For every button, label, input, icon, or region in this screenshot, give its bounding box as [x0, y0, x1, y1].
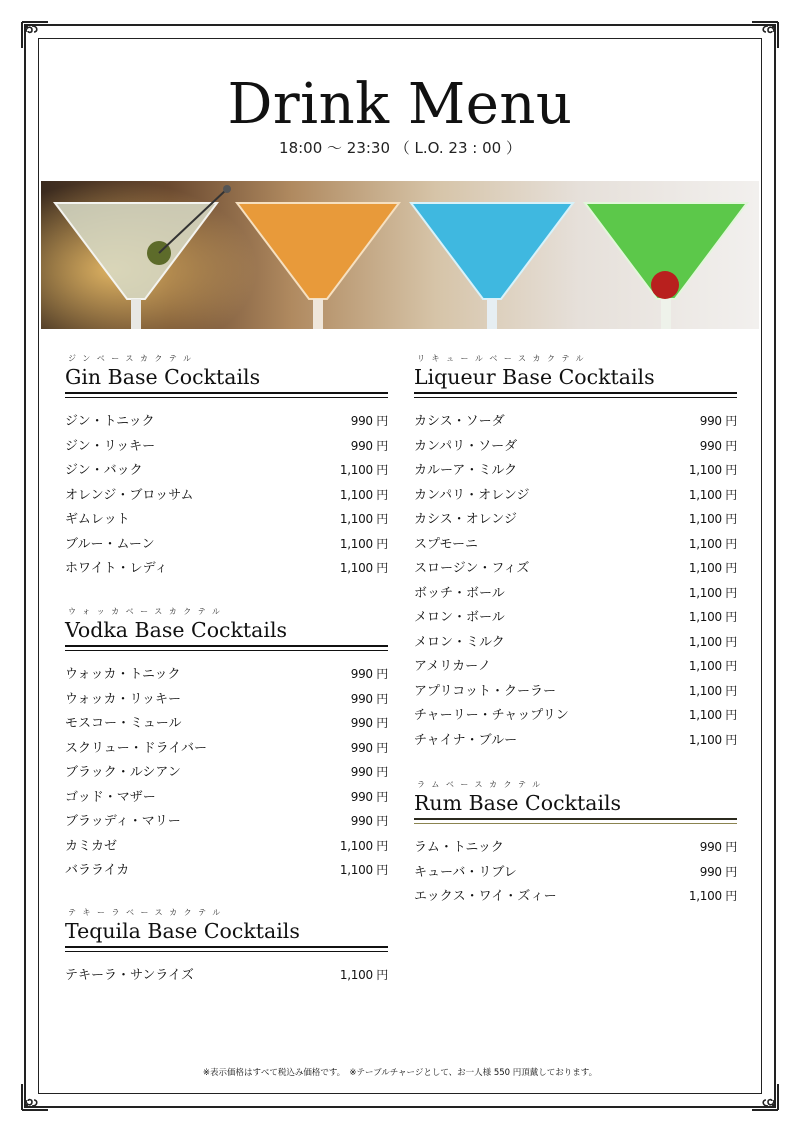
menu-item-row: [414, 861, 737, 886]
drink-price: 990 円: [350, 691, 388, 706]
drink-name: バラライカ: [65, 863, 130, 878]
drink-name: エックス・ワイ・ズィー: [414, 889, 557, 904]
drink-name: カンパリ・オレンジ: [414, 487, 530, 503]
menu-item-row: [65, 459, 388, 484]
page-title: Drink Menu: [227, 72, 573, 137]
drink-name: ブラック・ルシアン: [65, 765, 181, 780]
drink-price: 1,100 円: [339, 487, 388, 502]
menu-item-row: [65, 964, 388, 989]
drink-name: スプモーニ: [414, 536, 478, 552]
corner-ornament-icon: [20, 20, 50, 50]
drink-name: スロージン・フィズ: [414, 561, 530, 576]
martini-glass-blue: [411, 203, 573, 329]
section-ruby: ジンベースカクテル: [68, 354, 198, 363]
menu-item-row: [414, 680, 737, 705]
menu-item-row: [414, 508, 737, 533]
drink-price: 990 円: [350, 438, 388, 453]
footer-note: ※表示価格はすべて税込み価格です。 ※テーブルチャージとして、お一人様 550 円頂戴しております。: [202, 1068, 598, 1078]
drink-name: スクリュー・ドライバー: [65, 740, 207, 756]
drink-name: メロン・ボール: [414, 610, 505, 625]
section-divider: [65, 645, 388, 651]
menu-item-row: [65, 663, 388, 688]
section-divider: [65, 392, 388, 398]
drink-name: カルーア・ミルク: [414, 463, 518, 478]
drink-price: 1,100 円: [688, 610, 737, 624]
corner-ornament-icon: [20, 1082, 50, 1112]
drink-name: カンパリ・ソーダ: [414, 438, 518, 454]
drink-name: ジン・トニック: [65, 414, 155, 429]
drink-name: カシス・オレンジ: [414, 512, 517, 527]
menu-item-row: [65, 508, 388, 533]
menu-item-row: [65, 410, 388, 435]
corner-ornament-icon: [750, 20, 780, 50]
section-ruby: リキュールベースカクテル: [417, 354, 591, 363]
menu-list: [65, 410, 388, 582]
drink-price: 990 円: [699, 438, 737, 453]
menu-list: [414, 410, 737, 753]
menu-item-row: [414, 704, 737, 729]
menu-item-row: [65, 835, 388, 860]
drink-name: ホワイト・レディ: [65, 561, 168, 576]
drink-name: ボッチ・ボール: [414, 585, 505, 601]
drink-price: 1,100 円: [688, 512, 737, 526]
menu-item-row: [414, 631, 737, 656]
drink-name: チャーリー・チャップリン: [414, 708, 569, 723]
drink-price: 1,100 円: [339, 463, 388, 477]
drink-price: 990 円: [350, 716, 388, 730]
section-title: Gin Base Cocktails: [65, 365, 261, 389]
menu-item-row: [65, 557, 388, 582]
drink-price: 1,100 円: [688, 585, 737, 600]
menu-item-row: [414, 655, 737, 680]
drink-price: 1,100 円: [339, 536, 388, 551]
section-liqueur: [414, 353, 737, 753]
drink-price: 990 円: [699, 414, 737, 428]
corner-ornament-icon: [750, 1082, 780, 1112]
menu-item-row: [414, 557, 737, 582]
section-title: Tequila Base Cocktails: [65, 919, 300, 943]
drink-name: ラム・トニック: [414, 840, 504, 855]
menu-item-row: [65, 810, 388, 835]
drink-price: 1,100 円: [688, 487, 737, 502]
menu-item-row: [414, 410, 737, 435]
drink-name: ジン・リッキー: [65, 438, 156, 454]
menu-item-row: [414, 582, 737, 607]
section-divider: [414, 818, 737, 824]
drink-price: 990 円: [699, 840, 737, 854]
menu-list: [414, 836, 737, 910]
drink-price: 990 円: [350, 789, 388, 804]
drink-name: ウォッカ・トニック: [65, 667, 181, 682]
section-rum: [414, 779, 737, 910]
drink-price: 990 円: [350, 814, 388, 828]
drink-name: キューバ・リブレ: [414, 864, 517, 880]
section-divider: [65, 946, 388, 952]
section-tequila: [65, 907, 388, 989]
martini-glass-green: [585, 203, 747, 329]
drink-price: 1,100 円: [688, 708, 737, 722]
drink-price: 1,100 円: [688, 634, 737, 649]
drink-name: ブラッディ・マリー: [65, 814, 181, 829]
menu-item-row: [414, 459, 737, 484]
drink-name: カシス・ソーダ: [414, 414, 505, 429]
drink-price: 1,100 円: [688, 732, 737, 747]
menu-item-row: [65, 761, 388, 786]
menu-item-row: [65, 435, 388, 460]
menu-item-row: [414, 606, 737, 631]
drink-price: 1,100 円: [339, 512, 388, 526]
drink-price: 1,100 円: [688, 889, 737, 903]
menu-item-row: [65, 859, 388, 884]
section-title: Rum Base Cocktails: [414, 791, 622, 815]
menu-item-row: [414, 533, 737, 558]
section-divider: [414, 392, 737, 398]
drink-price: 990 円: [350, 765, 388, 779]
menu-item-row: [65, 737, 388, 762]
menu-item-row: [414, 484, 737, 509]
menu-item-row: [414, 435, 737, 460]
menu-item-row: [414, 729, 737, 754]
drink-name: ギムレット: [65, 512, 130, 527]
drink-name: モスコー・ミュール: [65, 716, 182, 731]
section-title: Vodka Base Cocktails: [65, 618, 288, 642]
section-ruby: ラムベースカクテル: [417, 780, 547, 789]
drink-name: ゴッド・マザー: [65, 789, 156, 805]
menu-item-row: [65, 533, 388, 558]
menu-item-row: [414, 836, 737, 861]
section-ruby: ウォッカベースカクテル: [68, 607, 227, 616]
drink-name: メロン・ミルク: [414, 634, 505, 650]
drink-price: 1,100 円: [339, 838, 388, 853]
cocktail-banner-image: [41, 181, 759, 329]
drink-price: 1,100 円: [688, 561, 737, 575]
drink-price: 990 円: [699, 864, 737, 879]
drink-name: アメリカーノ: [414, 659, 491, 674]
drink-name: カミカゼ: [65, 838, 118, 854]
section-vodka: [65, 606, 388, 884]
drink-price: 1,100 円: [688, 683, 737, 698]
section-title: Liqueur Base Cocktails: [414, 365, 655, 389]
section-gin: [65, 353, 388, 582]
cocktail-glasses-illustration: [41, 181, 759, 329]
section-ruby: テキーラベースカクテル: [68, 908, 227, 917]
menu-item-row: [414, 885, 737, 910]
drink-price: 1,100 円: [688, 659, 737, 673]
drink-name: テキーラ・サンライズ: [65, 968, 194, 983]
opening-hours: 18:00 ～ 23:30 （ L.O. 23 : 00 ）: [279, 139, 521, 157]
drink-price: 1,100 円: [339, 968, 388, 982]
drink-name: オレンジ・ブロッサム: [65, 487, 194, 503]
menu-item-row: [65, 786, 388, 811]
drink-price: 1,100 円: [339, 561, 388, 575]
drink-name: ブルー・ムーン: [65, 536, 155, 552]
menu-list: [65, 964, 388, 989]
drink-price: 990 円: [350, 740, 388, 755]
menu-item-row: [65, 688, 388, 713]
drink-price: 1,100 円: [688, 536, 737, 551]
menu-list: [65, 663, 388, 884]
drink-price: 1,100 円: [339, 863, 388, 877]
drink-name: アプリコット・クーラー: [414, 683, 556, 699]
drink-name: ジン・バック: [65, 463, 143, 478]
menu-item-row: [65, 484, 388, 509]
drink-price: 1,100 円: [688, 463, 737, 477]
drink-price: 990 円: [350, 667, 388, 681]
menu-item-row: [65, 712, 388, 737]
drink-name: チャイナ・ブルー: [414, 732, 518, 748]
drink-name: ウォッカ・リッキー: [65, 691, 181, 707]
drink-price: 990 円: [350, 414, 388, 428]
